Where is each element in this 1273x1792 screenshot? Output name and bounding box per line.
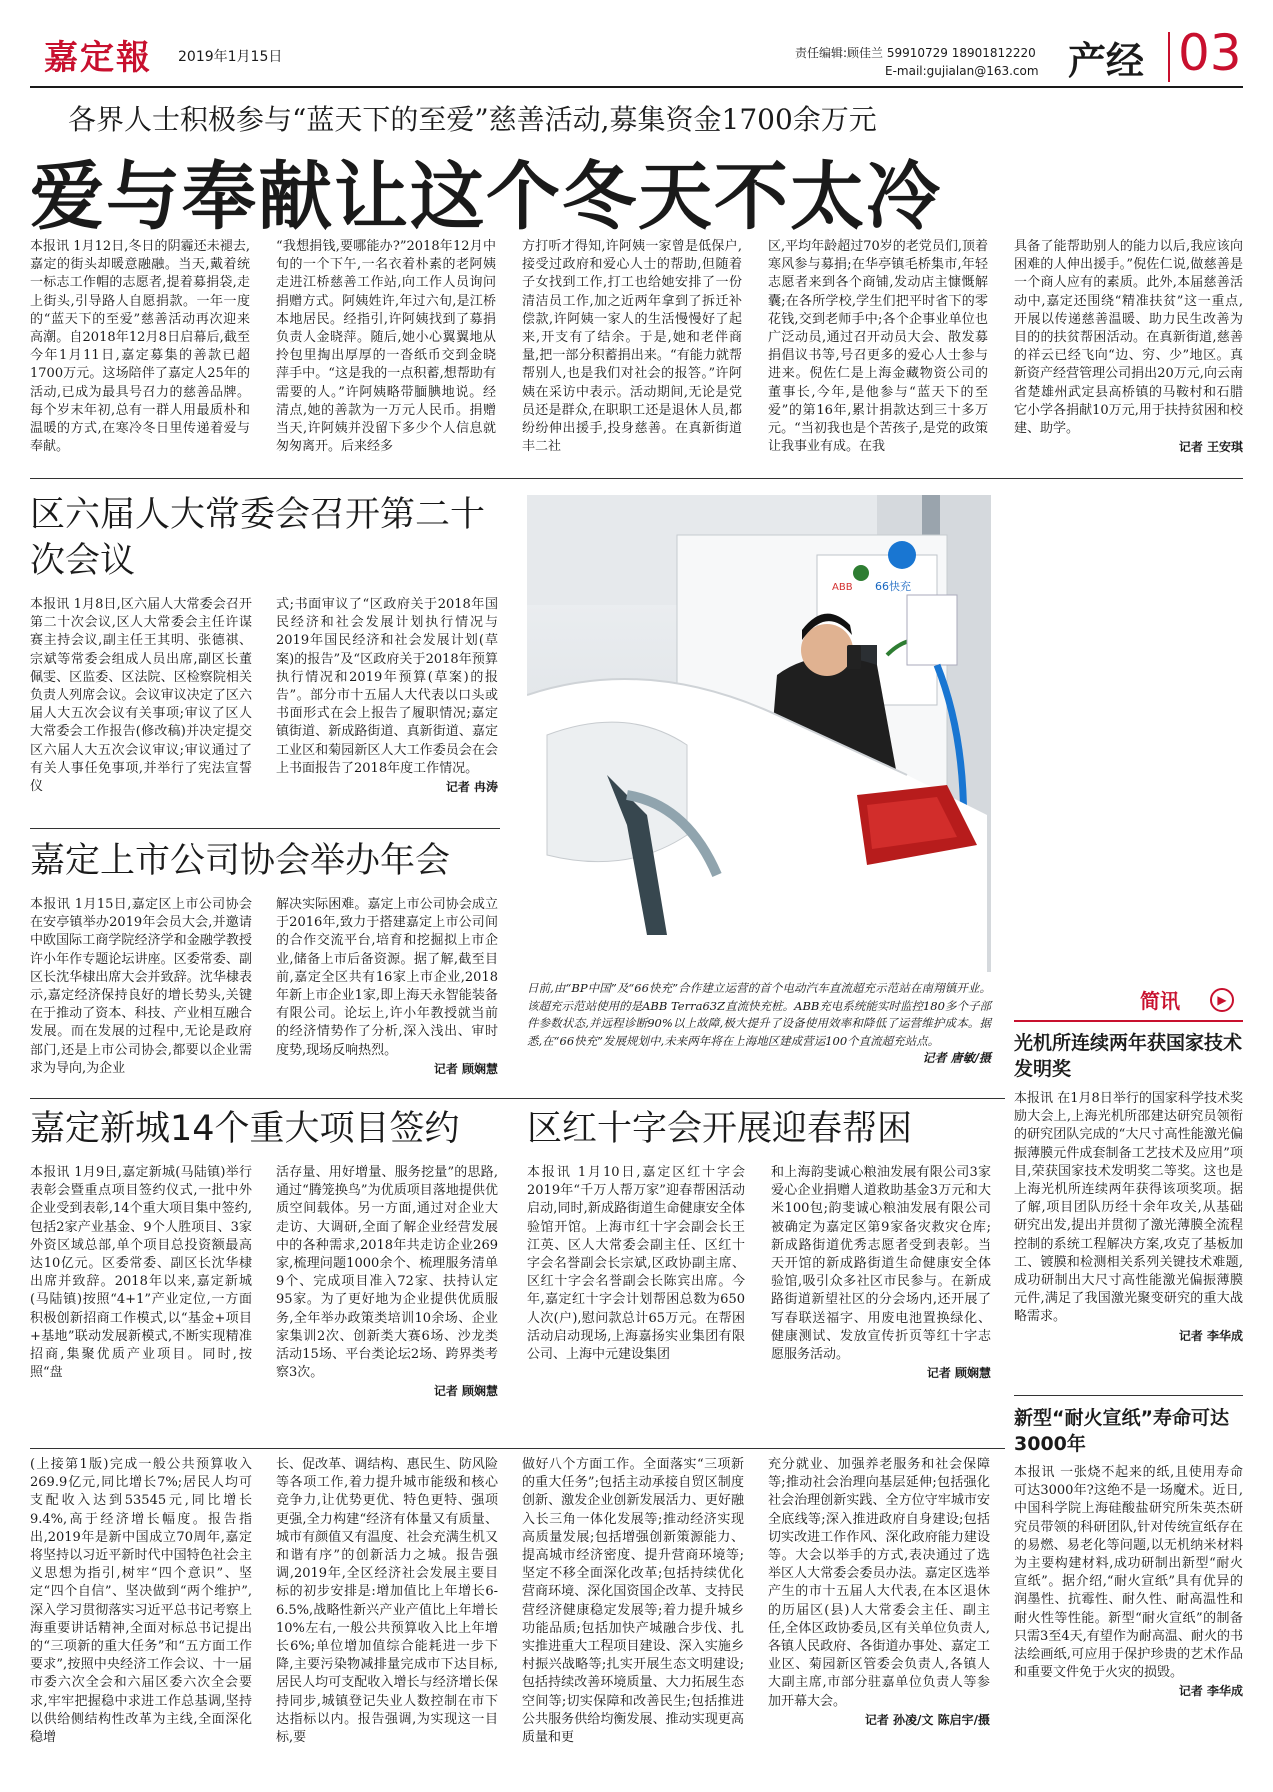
lead-byline: 记者 王安琪 <box>1178 440 1243 455</box>
page-number: 03 <box>1178 24 1242 82</box>
masthead-divider <box>1168 32 1170 82</box>
jump-column-3: 做好八个方面工作。全面落实“三项新的重大任务”;包括主动承接自贸区制度创新、激发企业创新发展活力、更好融入长三角一体化发展等;推动经济实现高质量发展;包括增强创新策源能力、提高城市经济密度、提升营商环境等;坚定不移全面深化改革;包括持续优化营商环境、深化国资国企改革、支持民营经济健康稳定发展等;着力提升城乡功能品质;包括加快产城融合步伐、扎实推进重大工程项目建设、深入实施乡村振兴战略等;扎实开展生态文明建设;包括持续改善环境质量、大力拓展生态空间等;切实保障和改善民生;包括推进公共服务供给均衡发展、推动实现更高质量和更 <box>522 1457 744 1746</box>
jump-column-2: 长、促改革、调结构、惠民生、防风险等各项工作,着力提升城市能级和核心竞争力,让优势更优、特色更特、强项更强,全力构建“经济有体量又有质量、城市有颜值又有温度、社会充满生机又和谐有序”的创新活力之城。报告强调,2019年,全区经济社会发展主要目标的初步安排是:增加值比上年增长6-6.5%,战略性新兴产业产值比上年增长10%左右,一般公共预算收入比上年增长6%;单位增加值综合能耗进一步下降,主要污染物减排量完成市下达目标,居民人均可支配收入增长与经济增长保持同步,城镇登记失业人数控制在市下达指标以内。报告强调,为实现这一目标,要 <box>276 1457 498 1746</box>
listed-headline: 嘉定上市公司协会举办年会 <box>30 841 451 881</box>
email-line: E-mail:gujialan@163.com <box>885 64 1039 78</box>
brief-1-title: 光机所连续两年获国家技术发明奖 <box>1014 1032 1243 1080</box>
briefs-tag: 简讯 <box>1140 989 1180 1013</box>
brief-2-text: 本报讯 一张烧不起来的纸,且使用寿命可达3000年?这绝不是一场魔术。近日,中国科学院上海硅酸盐研究所朱英杰研究员带领的科研团队,针对传统宣纸存在的易燃、易老化等问题,以无机纳米材料为主要构建材料,成功研制出新型“耐火宣纸”。据介绍,“耐火宣纸”具有优异的润墨性、抗霉性、耐久性、耐高温性和耐火性等性能。新型“耐火宣纸”的制备只需3至4天,有望作为耐高温、耐火的书法绘画纸,可应用于保护珍贵的艺术作品和重要文件免于火灾的损毁。 记者 李华成 <box>1014 1464 1243 1701</box>
photo-byline: 记者 唐敏/摄 <box>922 1051 991 1065</box>
lead-column-5: 具备了能帮助别人的能力以后,我应该向困难的人伸出援手。”倪佐仁说,做慈善是一个商人应有的素质。此外,本届慈善活动中,嘉定还围绕“精准扶贫”这一重点,开展以传递慈善温暖、助力民生改善为目的的扶贫帮困活动。在真新街道,慈善的祥云已经飞向“边、穷、少”地区。真新资产经营管理公司捐出20万元,向云南省楚雄州武定县高桥镇的马鞍村和石腊它小学各捐献10万元,用于扶持贫困和校建、助学。 记者 王安琪 <box>1014 238 1243 456</box>
listed-column-2: 解决实际困难。嘉定上市公司协会成立于2016年,致力于搭建嘉定上市公司间的合作交流平台,培育和挖掘拟上市企业,储备上市后备资源。据了解,截至目前,嘉定全区共有16家上市企业,2018年新上市企业1家,即上海天永智能装备有限公司。论坛上,许小年教授就当前的经济情势作了分析,深入浅出、审时度势,现场反响热烈。 记者 顾娴慧 <box>276 896 498 1078</box>
redcross-headline: 区红十字会开展迎春帮困 <box>527 1109 913 1149</box>
brief-1-text: 本报讯 在1月8日举行的国家科学技术奖励大会上,上海光机所邵建达研究员领衔的研究团队完成的“大尺寸高性能激光偏振薄膜元件成套制备工艺技术及应用”项目,荣获国家技术发明奖二等奖。这也是上海光机所连续两年获得该项奖项。据了解,项目团队历经十余年攻关,从基础研究出发,提出并贯彻了激光薄膜全流程控制的系统工程解决方案,攻克了基板加工、镀膜和检测相关系列关键技术难题,成功研制出大尺寸高性能激光偏振薄膜元件,满足了我国激光聚变研究的重大战略需求。 记者 李华成 <box>1014 1090 1243 1345</box>
section-rule <box>1014 1395 1243 1396</box>
redcross-byline: 记者 顾娴慧 <box>926 1366 991 1381</box>
editor-contact <box>795 44 1039 80</box>
section-rule <box>30 478 1243 479</box>
lead-subhead: 各界人士积极参与“蓝天下的至爱”慈善活动,募集资金1700余万元 <box>68 103 877 136</box>
charging-station-photo <box>527 495 991 972</box>
newcity-column-2: 活存量、用好增量、服务挖量”的思路,通过“腾笼换鸟”为优质项目落地提供优质空间载体。另一方面,通过对企业大走访、大调研,全面了解企业经营发展中的各种需求,2018年共走访企业269家,梳理问题1000余个、梳理服务清单9个、完成项目准入72家、扶持认定95家。为了更好地为企业提供优质服务,全年举办政策类培训10余场、企业家集训2次、创新类大赛6场、沙龙类活动15场、平台类论坛2场、跨界类考察3次。 记者 顾娴慧 <box>276 1164 498 1401</box>
lead-column-4: 区,平均年龄超过70岁的老党员们,顶着寒风参与募捐;在华亭镇毛桥集市,年轻志愿者来到各个商铺,发动店主慷慨解囊;在各所学校,学生们把平时省下的零花钱,交到老师手中;各个企事业单位也广泛动员,通过召开动员大会、散发募捐倡议书等,号召更多的爱心人士参与进来。倪佐仁是上海金藏物资公司的董事长,今年,是他参与“蓝天下的至爱”的第16年,累计捐款达到三十多万元。“当初我也是个苦孩子,是党的政策让我事业有成。在我 <box>768 239 988 455</box>
brief-2-title: 新型“耐火宣纸”寿命可达3000年 <box>1014 1407 1229 1455</box>
lead-column-1: 本报讯 1月12日,冬日的阴霾还未褪去,嘉定的街头却暖意融融。当天,戴着统一标志工作帽的志愿者,提着募捐袋,走上街头,引导路人自愿捐款。一年一度的“蓝天下的至爱”慈善活动再次迎来高潮。自2018年12月8日启幕后,截至今年1月11日,嘉定募集的善款已超1700万元。这场陪伴了嘉定人25年的活动,已成为最具号召力的慈善品牌。每个岁末年初,总有一群人用最质朴和温暖的方式,在寒冷冬日里传递着爱与奉献。 <box>30 239 250 455</box>
newcity-byline: 记者 顾娴慧 <box>433 1384 498 1399</box>
npc-headline: 区六届人大常委会召开第二十次会议 <box>30 495 486 581</box>
briefs-rule <box>1014 1020 1243 1022</box>
listed-column-1: 本报讯 1月15日,嘉定区上市公司协会在安亭镇举办2019年会员大会,并邀请中欧国际工商学院经济学和金融学教授许小年作专题论坛讲座。区委常委、副区长沈华棣出席大会并致辞。沈华棣表示,嘉定经济保持良好的增长势头,关键在于推动了资本、科技、产业相互融合发展。而在发展的过程中,无论是政府部门,还是上市公司协会,都要以企业需求为导向,为企业 <box>30 897 252 1076</box>
npc-byline: 记者 冉涛 <box>445 780 498 795</box>
brief-2-byline: 记者 李华成 <box>1178 1684 1243 1699</box>
photo-caption: 日前,由“BP中国”及“66快充”合作建立运营的首个电动汽车直流超充示范站在南翔镇开业。该超充示范站使用的是ABB Terra63Z直流快充桩。ABB充电系统能实时监控180多个子部件参数状态,并远程诊断90%以上故障,极大提升了设备使用效率和降低了运营维护成本。据悉,在“66快充”发展规划中,未来两年将在上海地区建成营运100个直流超充站点。 记者 唐敏/摄 <box>527 980 991 1068</box>
photo-illustration <box>527 495 991 972</box>
jump-column-1: (上接第1版)完成一般公共预算收入269.9亿元,同比增长7%;居民人均可支配收入达到53545元,同比增长9.4%,高于经济增长幅度。报告指出,2019年是新中国成立70周年,嘉定将坚持以习近平新时代中国特色社会主义思想为指引,树牢“四个意识”、坚定“四个自信”、坚决做到“两个维护”,深入学习贯彻落实习近平总书记考察上海重要讲话精神,全面对标总书记提出的“三项新的重大任务”和“五方面工作要求”,按照中央经济工作会议、十一届市委六次全会和六届区委六次全会要求,牢牢把握稳中求进工作总基调,坚持以供给侧结构性改革为主线,全面深化稳增 <box>30 1457 252 1746</box>
redcross-column-1: 本报讯 1月10日,嘉定区红十字会2019年“千万人帮万家”迎春帮困活动启动,同时,新成路街道生命健康安全体验馆开馆。上海市红十字会副会长王江英、区人大常委会副主任、区红十字会名誉副会长宗斌,区政协副主席、区红十字会名誉副会长陈宾出席。今年,嘉定红十字会计划帮困总数为650人次(户),慰问款总计65万元。在帮困活动启动现场,上海嘉扬实业集团有限公司、上海中元建设集团 <box>527 1165 745 1363</box>
masthead-logo: 嘉定報 <box>44 38 152 78</box>
jump-column-4: 充分就业、加强养老服务和社会保障等;推动社会治理向基层延伸;包括强化社会治理创新实践、全方位守牢城市安全底线等;深入推进政府自身建设;包括切实改进工作作风、深化政府能力建设等。大会以举手的方式,表决通过了选举区人大常委会委员办法。嘉定区选举产生的市十五届人大代表,在本区退休的历届区(县)人大常委会主任、副主任,全体区政协委员,区有关单位负责人,各镇人民政府、各街道办事处、嘉定工业区、菊园新区管委会负责人,各镇人大副主席,市部分驻嘉单位负责人等参加开幕大会。 记者 孙凌/文 陈启宇/摄 <box>768 1456 990 1729</box>
play-arrow-icon: ▶ <box>1210 988 1234 1012</box>
lead-headline: 爱与奉献让这个冬天不太冷 <box>30 154 942 240</box>
lead-column-2: “我想捐钱,要哪能办?”2018年12月中旬的一个下午,一名衣着朴素的老阿姨走进江桥慈善工作站,向工作人员询问捐赠方式。阿姨姓许,年过六旬,是江桥本地居民。经指引,许阿姨找到了募捐负责人金晓萍。随后,她小心翼翼地从拎包里掏出厚厚的一沓纸币交到金晓萍手中。“这是我的一点积蓄,想帮助有需要的人。”许阿姨略带腼腆地说。经清点,她的善款为一万元人民币。捐赠当天,许阿姨并没留下多少个人信息就匆匆离开。后来经多 <box>276 239 496 455</box>
abb-logo: ABB <box>832 582 853 593</box>
brand-logo: 66快充 <box>875 580 911 593</box>
newcity-headline: 嘉定新城14个重大项目签约 <box>30 1109 460 1149</box>
npc-column-2: 式;书面审议了“区政府关于2018年国民经济和社会发展计划执行情况与2019年国民经济和社会发展计划(草案)的报告”及“区政府关于2018年预算执行情况和2019年预算(草案)的报告”。部分市十五届人大代表以口头或书面形式在会上报告了履职情况;嘉定镇街道、新成路街道、真新街道、嘉定工业区和菊园新区人大工作委员会在会上书面报告了2018年度工作情况。 记者 冉涛 <box>276 596 498 796</box>
issue-date: 2019年1月15日 <box>178 49 283 65</box>
redcross-column-2: 和上海韵斐诚心粮油发展有限公司3家爱心企业捐赠人道救助基金3万元和大米100包;韵斐诚心粮油发展有限公司被确定为嘉定区第9家备灾救灾仓库;新成路街道优秀志愿者受到表彰。当天开馆的新成路街道生命健康安全体验馆,吸引众多社区市民参与。在新成路街道新望社区的分会场内,还开展了写春联送福字、用废电池置换绿化、健康测试、发放宣传折页等红十字志愿服务活动。 记者 顾娴慧 <box>771 1164 991 1382</box>
jump-byline: 记者 孙凌/文 陈启宇/摄 <box>864 1712 990 1727</box>
section-rule <box>30 1098 1005 1099</box>
editor-line: 责任编辑:顾佳兰 59910729 18901812220 <box>795 46 1036 60</box>
section-rule <box>30 828 500 829</box>
section-name: 产经 <box>1068 38 1145 83</box>
section-rule <box>30 1448 1005 1449</box>
newcity-column-1: 本报讯 1月9日,嘉定新城(马陆镇)举行表彰会暨重点项目签约仪式,一批中外企业受到表彰,14个重大项目集中签约,包括2家产业基金、9个人胜项目、3家外资区域总部,单个项目总投资额最高达10亿元。区委常委、副区长沈华棣出席并致辞。2018年以来,嘉定新城(马陆镇)按照“4+1”产业定位,一方面积极创新招商工作模式,以“基金+项目+基地”联动发展新模式,不断实现精准招商,集聚优质产业项目。同时,按照“盘 <box>30 1165 252 1381</box>
brief-1-byline: 记者 李华成 <box>1178 1328 1243 1343</box>
masthead-rule <box>30 86 1243 88</box>
lead-column-3: 方打听才得知,许阿姨一家曾是低保户,接受过政府和爱心人士的帮助,但随着子女找到工作,打工也给她安排了一份清洁员工作,加之近两年拿到了拆迁补偿款,许阿姨一家人的生活慢慢好了起来,开支有了结余。于是,她和老伴商量,把一部分积蓄捐出来。“有能力就帮帮别人,也是我们对社会的报答。”许阿姨在采访中表示。活动期间,无论是党员还是群众,在职职工还是退休人员,都纷纷伸出援手,投身慈善。在真新街道丰二社 <box>522 239 742 455</box>
npc-column-1: 本报讯 1月8日,区六届人大常委会召开第二十次会议,区人大常委会主任许谋赛主持会议,副主任王其明、张德祺、宗斌等常委会组成人员出席,副区长董佩雯、区监委、区法院、区检察院相关负责人列席会议。会议审议决定了区六届人大五次会议有关事项;审议了区人大常委会工作报告(修改稿)并决定提交区六届人大五次会议审议;审议通过了有关人事任免事项,并举行了宪法宣誓仪 <box>30 597 252 795</box>
listed-byline: 记者 顾娴慧 <box>433 1061 498 1076</box>
